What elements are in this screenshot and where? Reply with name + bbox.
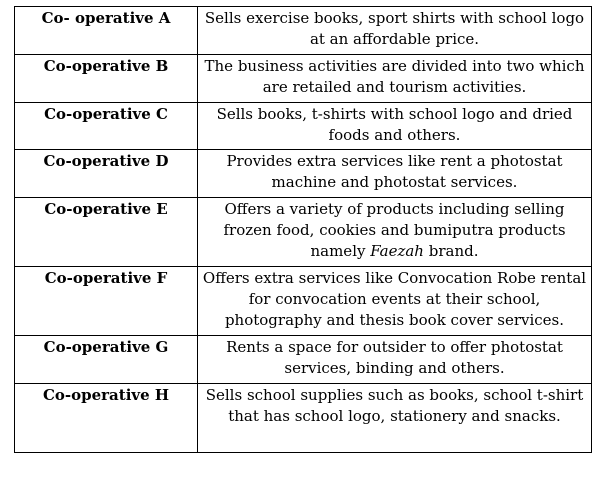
cooperative-name: Co-operative F: [15, 267, 198, 336]
cooperative-name: Co-operative C: [15, 103, 198, 150]
cooperative-name: Co- operative A: [15, 7, 198, 55]
description-text: brand.: [428, 242, 479, 260]
cooperative-description: Offers extra services like Convocation Robe rental for convocation events at their school, photography and thesis book cover services.: [198, 267, 592, 336]
table-row: [15, 198, 592, 267]
cooperative-description: Sells books, t-shirts with school logo and dried foods and others.: [198, 103, 592, 150]
cooperative-name: Co-operative B: [15, 55, 198, 103]
cooperative-description: Rents a space for outsider to offer photostat services, binding and others.: [198, 336, 592, 384]
cooperative-table: [14, 6, 592, 453]
table-row: [15, 55, 592, 103]
table-row: [15, 7, 592, 55]
cooperative-description: Sells school supplies such as books, school t-shirt that has school logo, stationery and snacks.: [198, 384, 592, 453]
cooperative-name: Co-operative E: [15, 198, 198, 267]
cooperative-description: [198, 198, 592, 267]
cooperative-description: Sells exercise books, sport shirts with school logo at an affordable price.: [198, 7, 592, 55]
description-text: Offers a variety of products including selling frozen food, cookies and bumiputra products namely: [223, 200, 566, 260]
cooperative-description: The business activities are divided into two which are retailed and tourism activities.: [198, 55, 592, 103]
table-row: [15, 336, 592, 384]
cooperative-name: Co-operative D: [15, 150, 198, 198]
table-row: [15, 267, 592, 336]
brand-name: Faezah: [370, 242, 424, 260]
table-row: [15, 103, 592, 150]
table-row: [15, 384, 592, 453]
table-row: [15, 150, 592, 198]
cooperative-name: Co-operative G: [15, 336, 198, 384]
cooperative-description: Provides extra services like rent a photostat machine and photostat services.: [198, 150, 592, 198]
cooperative-name: Co-operative H: [15, 384, 198, 453]
